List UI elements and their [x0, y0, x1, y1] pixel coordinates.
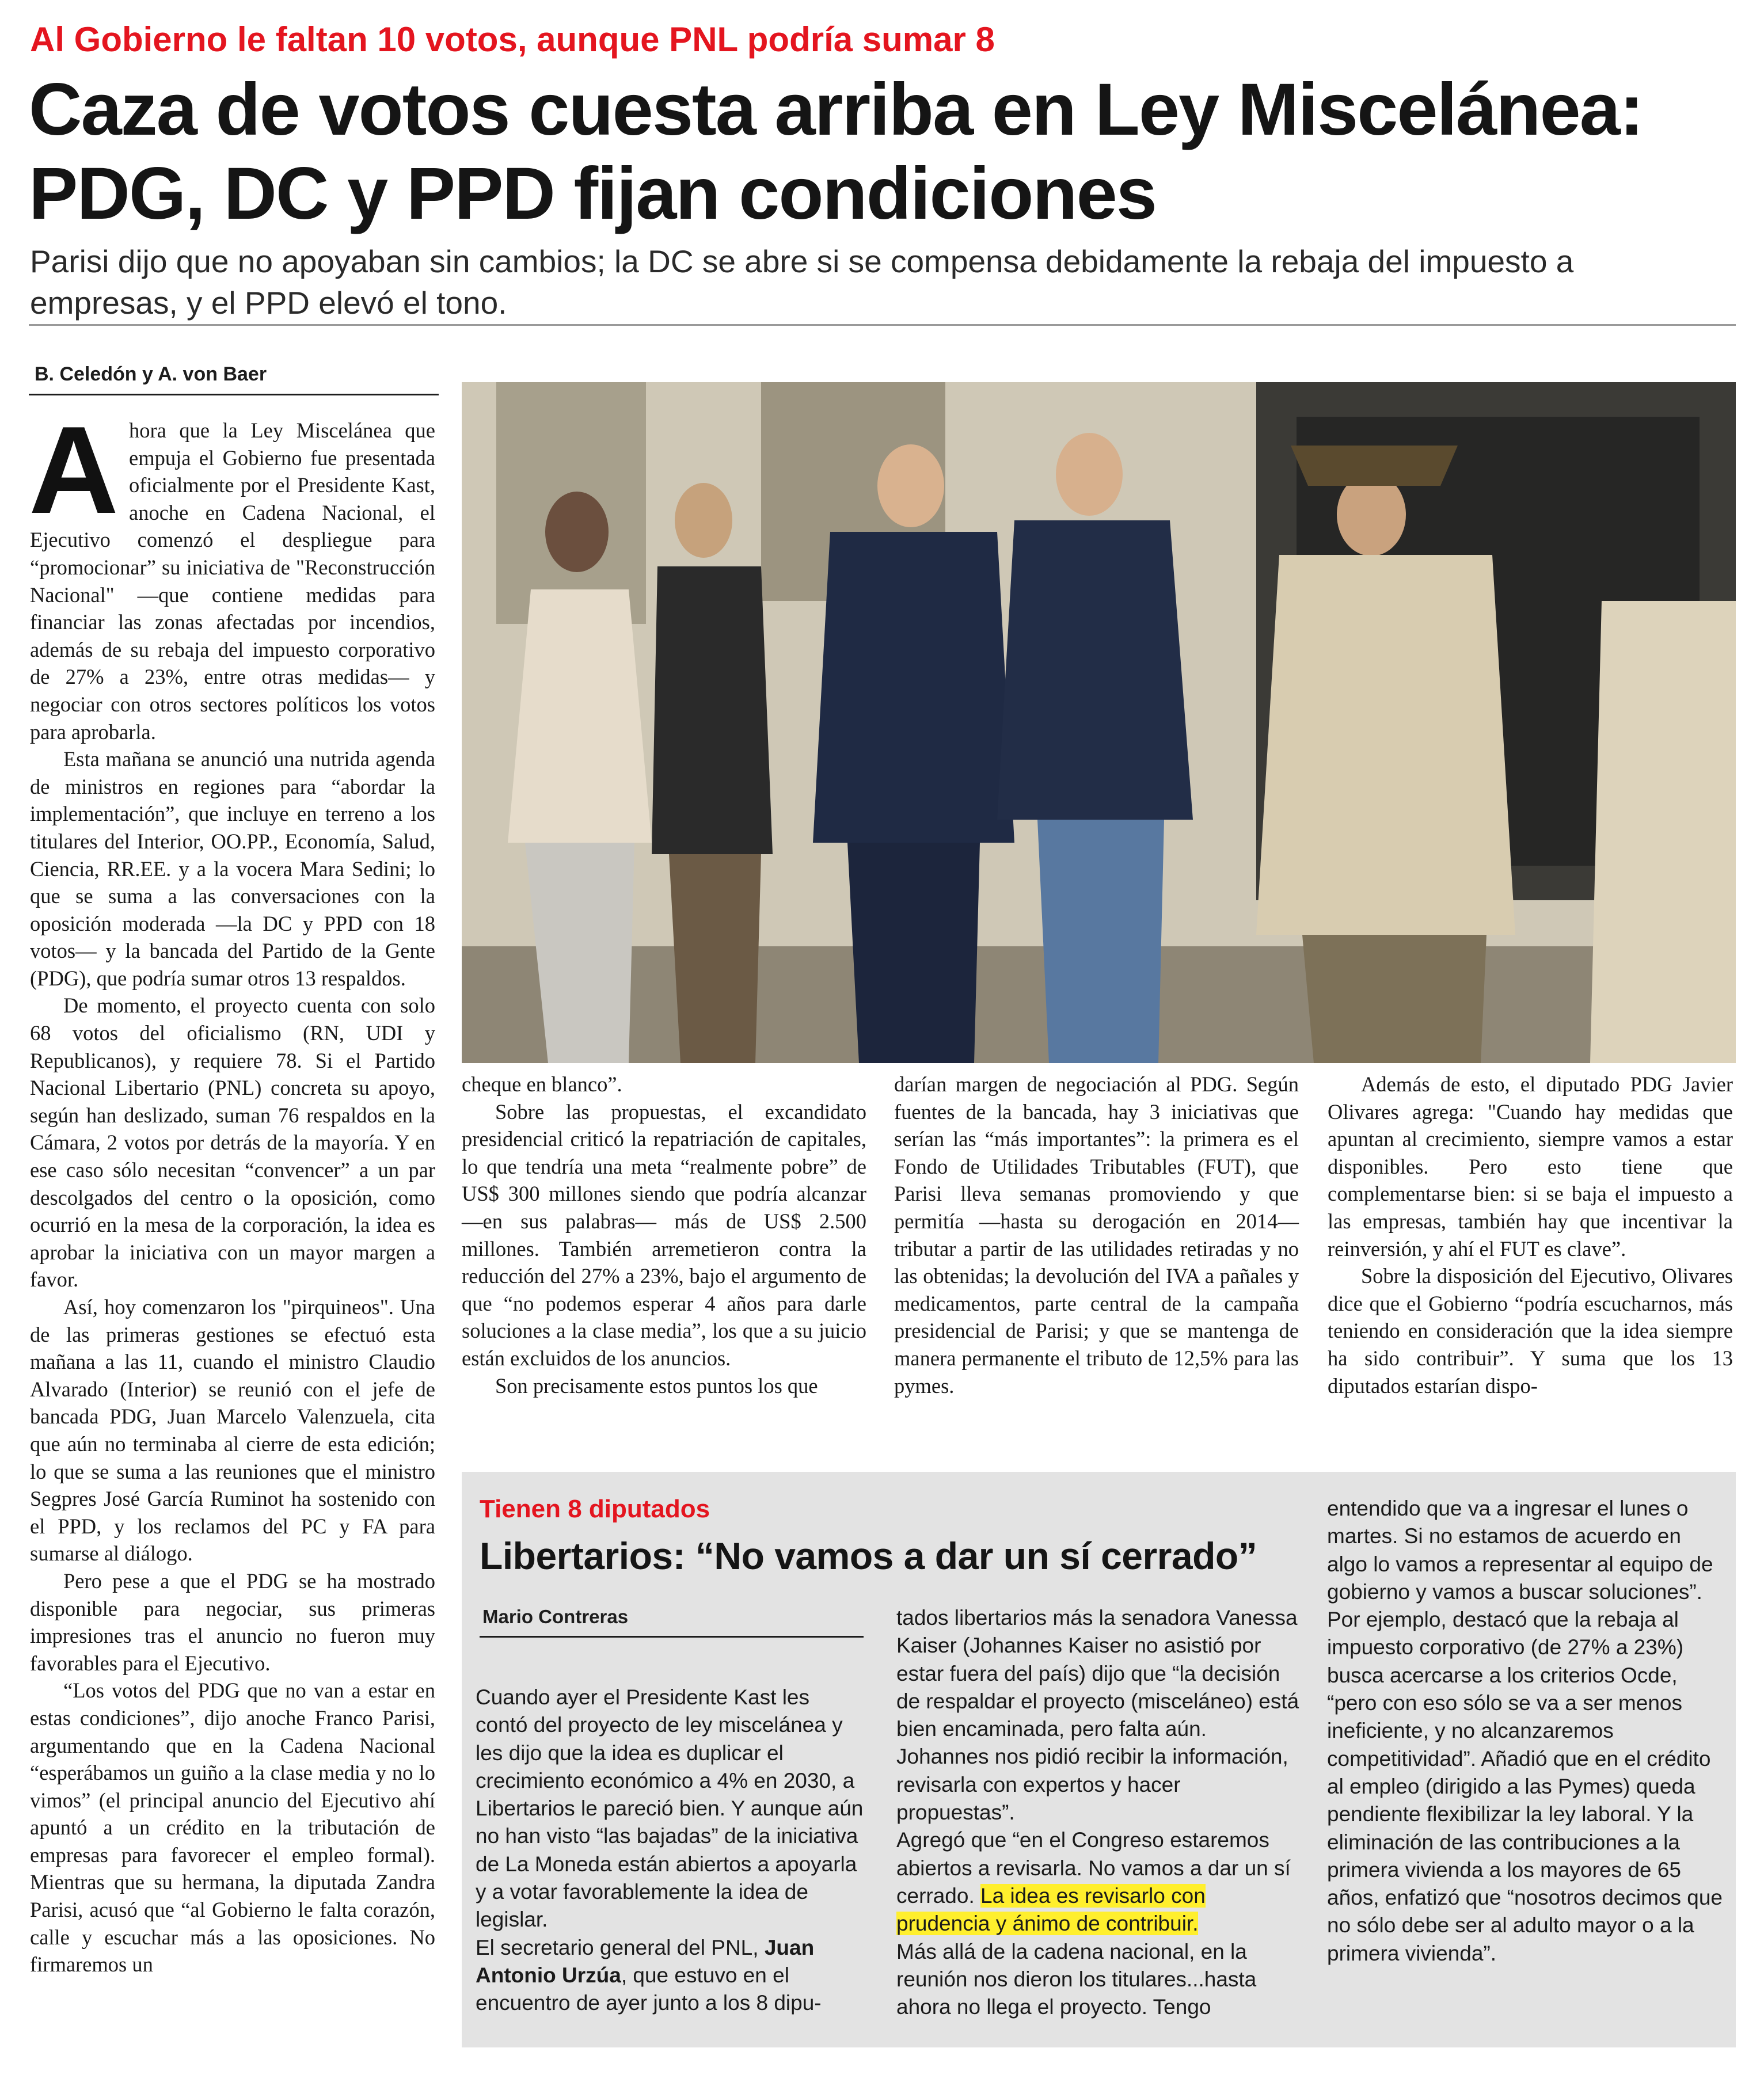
paragraph: Por ejemplo, destacó que la rebaja al impuesto corporativo (de 27% a 23%) busca acercarse a los criterios Ocde, “pero con eso sólo se va a ser menos ineficiente, y no alcanzaremos competitividad”. Añadió que en el crédito al empleo (dirigido a las Pymes) queda pendiente flexibilizar la ley laboral. Y la eliminación de las contribuciones a la primera vivienda a los mayores de 65 años, enfatizó que “nosotros decimos que no sólo debe ser al adulto mayor o a la primera vivienda”.: [1327, 1608, 1723, 1965]
sidebar-byline: Mario Contreras: [482, 1606, 629, 1627]
person-name: Juan Antonio Urzúa: [476, 1935, 815, 1987]
paragraph: Sobre las propuestas, el excandidato presidencial criticó la repatriación de capitales, lo que tendría una meta “realmente pobre” de US$ 300 millones siendo que podría alcanzar —en sus palabras— más de US$ 2.500 millones. También arremetieron contra la reducción del 27% a 23%, bajo el argumento de que “no podemos esperar 4 años para darle soluciones a la clase media”, los que a su juicio están excluidos de los anuncios.: [462, 1099, 866, 1370]
paragraph: El secretario general del PNL, Juan Antonio Urzúa, que estuvo en el encuentro de ayer junto a los 8 dipu-: [476, 1935, 822, 2015]
byline-divider: [29, 394, 439, 395]
article-column-4: [1328, 1071, 1733, 1399]
article-column-1: [29, 400, 435, 1978]
article-headline: Caza de votos cuesta arriba en Ley Miscelánea: PDG, DC y PPD fijan condiciones: [29, 68, 1643, 235]
sidebar-title: Libertarios: “No vamos a dar un sí cerrado”: [480, 1535, 1257, 1577]
article-column-2: [462, 1071, 866, 1399]
paragraph: “Los votos del PDG que no van a estar en estas condiciones”, dijo anoche Franco Parisi, argumentando que en la Cadena Nacional “esperábamos un guiño a la clase media y no lo vimos” (el principal anuncio del Ejecutivo ahí apuntó a un crédito en la tributación de empresas para favorecer el empleo formal). Mientras que su hermana, la diputada Zandra Parisi, acusó que “al Gobierno le falta corazón, calle y escuchar más a las oposiciones. No firmaremos un: [30, 1678, 435, 1977]
sidebar-byline-divider: [480, 1636, 864, 1638]
sidebar-column-3: [1327, 1495, 1724, 1967]
article-byline: B. Celedón y A. von Baer: [35, 363, 267, 385]
paragraph: Además de esto, el diputado PDG Javier Olivares agrega: "Cuando hay medidas que apuntan al crecimiento, siempre vamos a estar disponibles. Pero esto tiene que complementarse bien: si se baja el impuesto a las empresas, también hay que incentivar la reinversión, y ahí el FUT es clave”.: [1328, 1072, 1733, 1261]
paragraph: tados libertarios más la senadora Vanessa Kaiser (Johannes Kaiser no asistió por estar fuera del país) dijo que “la decisión de respaldar el proyecto (misceláneo) está bien encaminada, pero falta aún. Johannes nos pidió recibir la información, revisarla con expertos y hacer propuestas”.: [896, 1606, 1299, 1825]
paragraph: cheque en blanco”.: [462, 1072, 622, 1096]
paragraph: Sobre la disposición del Ejecutivo, Olivares dice que el Gobierno “podría escucharnos, más teniendo en consideración que la idea siempre ha sido contribuir”. Y suma que los 13 diputados estarían dispo-: [1328, 1264, 1733, 1398]
deck-divider: [29, 324, 1736, 326]
paragraph: De momento, el proyecto cuenta con solo 68 votos del oficialismo (RN, UDI y Republicanos), y requiere 78. Si el Partido Nacional Libertario (PNL) concreta su apoyo, según han deslizado, suman 76 respaldos en la Cámara, 2 votos por detrás de la mayoría. Y en ese caso sólo necesitan “convencer” a un par descolgados del centro o la oposición, como ocurrió en la mesa de la corporación, la idea es aprobar la iniciativa con un mayor margen a favor.: [30, 993, 435, 1292]
news-photo-illustration: [462, 382, 1736, 1063]
paragraph: Así, hoy comenzaron los "pirquineos". Una de las primeras gestiones se efectuó esta mañana a las 11, cuando el ministro Claudio Alvarado (Interior) se reunió con el jefe de bancada PDG, Juan Marcelo Valenzuela, cita que aún no terminaba al cierre de esta edición; lo que se suma a las reuniones que el ministro Segpres José García Ruminot ha sostenido con el PPD, y los reclamos del PC y FA para sumarse al diálogo.: [30, 1295, 435, 1566]
article-column-3: [894, 1071, 1299, 1399]
paragraph: Esta mañana se anunció una nutrida agenda de ministros en regiones para “abordar la implementación”, que incluye en terreno a los titulares del Interior, OO.PP., Economía, Salud, Ciencia, RR.EE. y a la vocera Mara Sedini; lo que se suma a las conversaciones con la oposición moderada —la DC y PPD con 18 votos— y la bancada del Partido de la Gente (PDG), que podría sumar otros 13 respaldos.: [30, 747, 435, 990]
paragraph: Cuando ayer el Presidente Kast les contó del proyecto de ley misceláneа y les dijo que la idea es duplicar el crecimiento económico a 4% en 2030, a Libertarios le pareció bien. Y aunque aún no han visto “las bajadas” de la iniciativa de La Moneda están abiertos a apoyarla y a votar favorablemente la idea de legislar.: [476, 1685, 864, 1932]
paragraph: Agregó que “en el Congreso estaremos abiertos a revisarla. No vamos a dar un sí cerrado. La idea es revisarlo con prudencia y ánimo de contribuir.: [896, 1828, 1291, 1936]
article-kicker: Al Gobierno le faltan 10 votos, aunque PNL podría sumar 8: [30, 20, 995, 59]
sidebar-kicker: Tienen 8 diputados: [480, 1495, 710, 1523]
drop-cap: A: [29, 400, 119, 539]
article-deck: Parisi dijo que no apoyaban sin cambios; la DC se abre si se compensa debidamente la rebaja del impuesto a empresas, y el PPD elevó el tono.: [30, 243, 1574, 321]
paragraph: Ahora que la Ley Miscelánea que empuja el Gobierno fue presentada oficialmente por el Presidente Kast, anoche en Cadena Nacional, el Ejecutivo comenzó el despliegue para “promocionar” su iniciativa de "Reconstrucción Nacional" —que contiene medidas para financiar las zonas afectadas por incendios, además de su rebaja del impuesto corporativo de 27% a 23%, entre otras medidas— y negociar con otros sectores políticos los votos para aprobarla.: [29, 400, 435, 744]
sidebar-column-2: [896, 1604, 1302, 2021]
news-photo: [462, 382, 1736, 1063]
paragraph: Pero pese a que el PDG se ha mostrado disponible para negociar, sus primeras impresiones tras el anuncio no fueron muy favorables para el Ejecutivo.: [30, 1569, 435, 1675]
paragraph: Son precisamente estos puntos los que: [495, 1373, 818, 1398]
highlighted-quote: La idea es revisarlo con prudencia y ánimo de contribuir.: [896, 1883, 1206, 1936]
paragraph: Más allá de la cadena nacional, en la reunión nos dieron los titulares...hasta ahora no llega el proyecto. Tengo: [896, 1939, 1257, 2019]
paragraph: entendido que va a ingresar el lunes o martes. Si no estamos de acuerdo en algo lo vamos a representar al equipo de gobierno y vamos a buscar soluciones”.: [1327, 1497, 1713, 1604]
sidebar-column-1: [476, 1684, 866, 2018]
paragraph: darían margen de negociación al PDG. Según fuentes de la bancada, hay 3 iniciativas que serían las “más importantes”: la primera es el Fondo de Utilidades Tributables (FUT), que Parisi lleva semanas promoviendo y que permitía —hasta su derogación en 2014— tributar a partir de las utilidades retiradas y no las obtenidas; la devolución del IVA a pañales y medicamentos, parte central de la campaña presidencial de Parisi; y que se mantenga de manera permanente el tributo de 12,5% para las pymes.: [894, 1072, 1299, 1398]
